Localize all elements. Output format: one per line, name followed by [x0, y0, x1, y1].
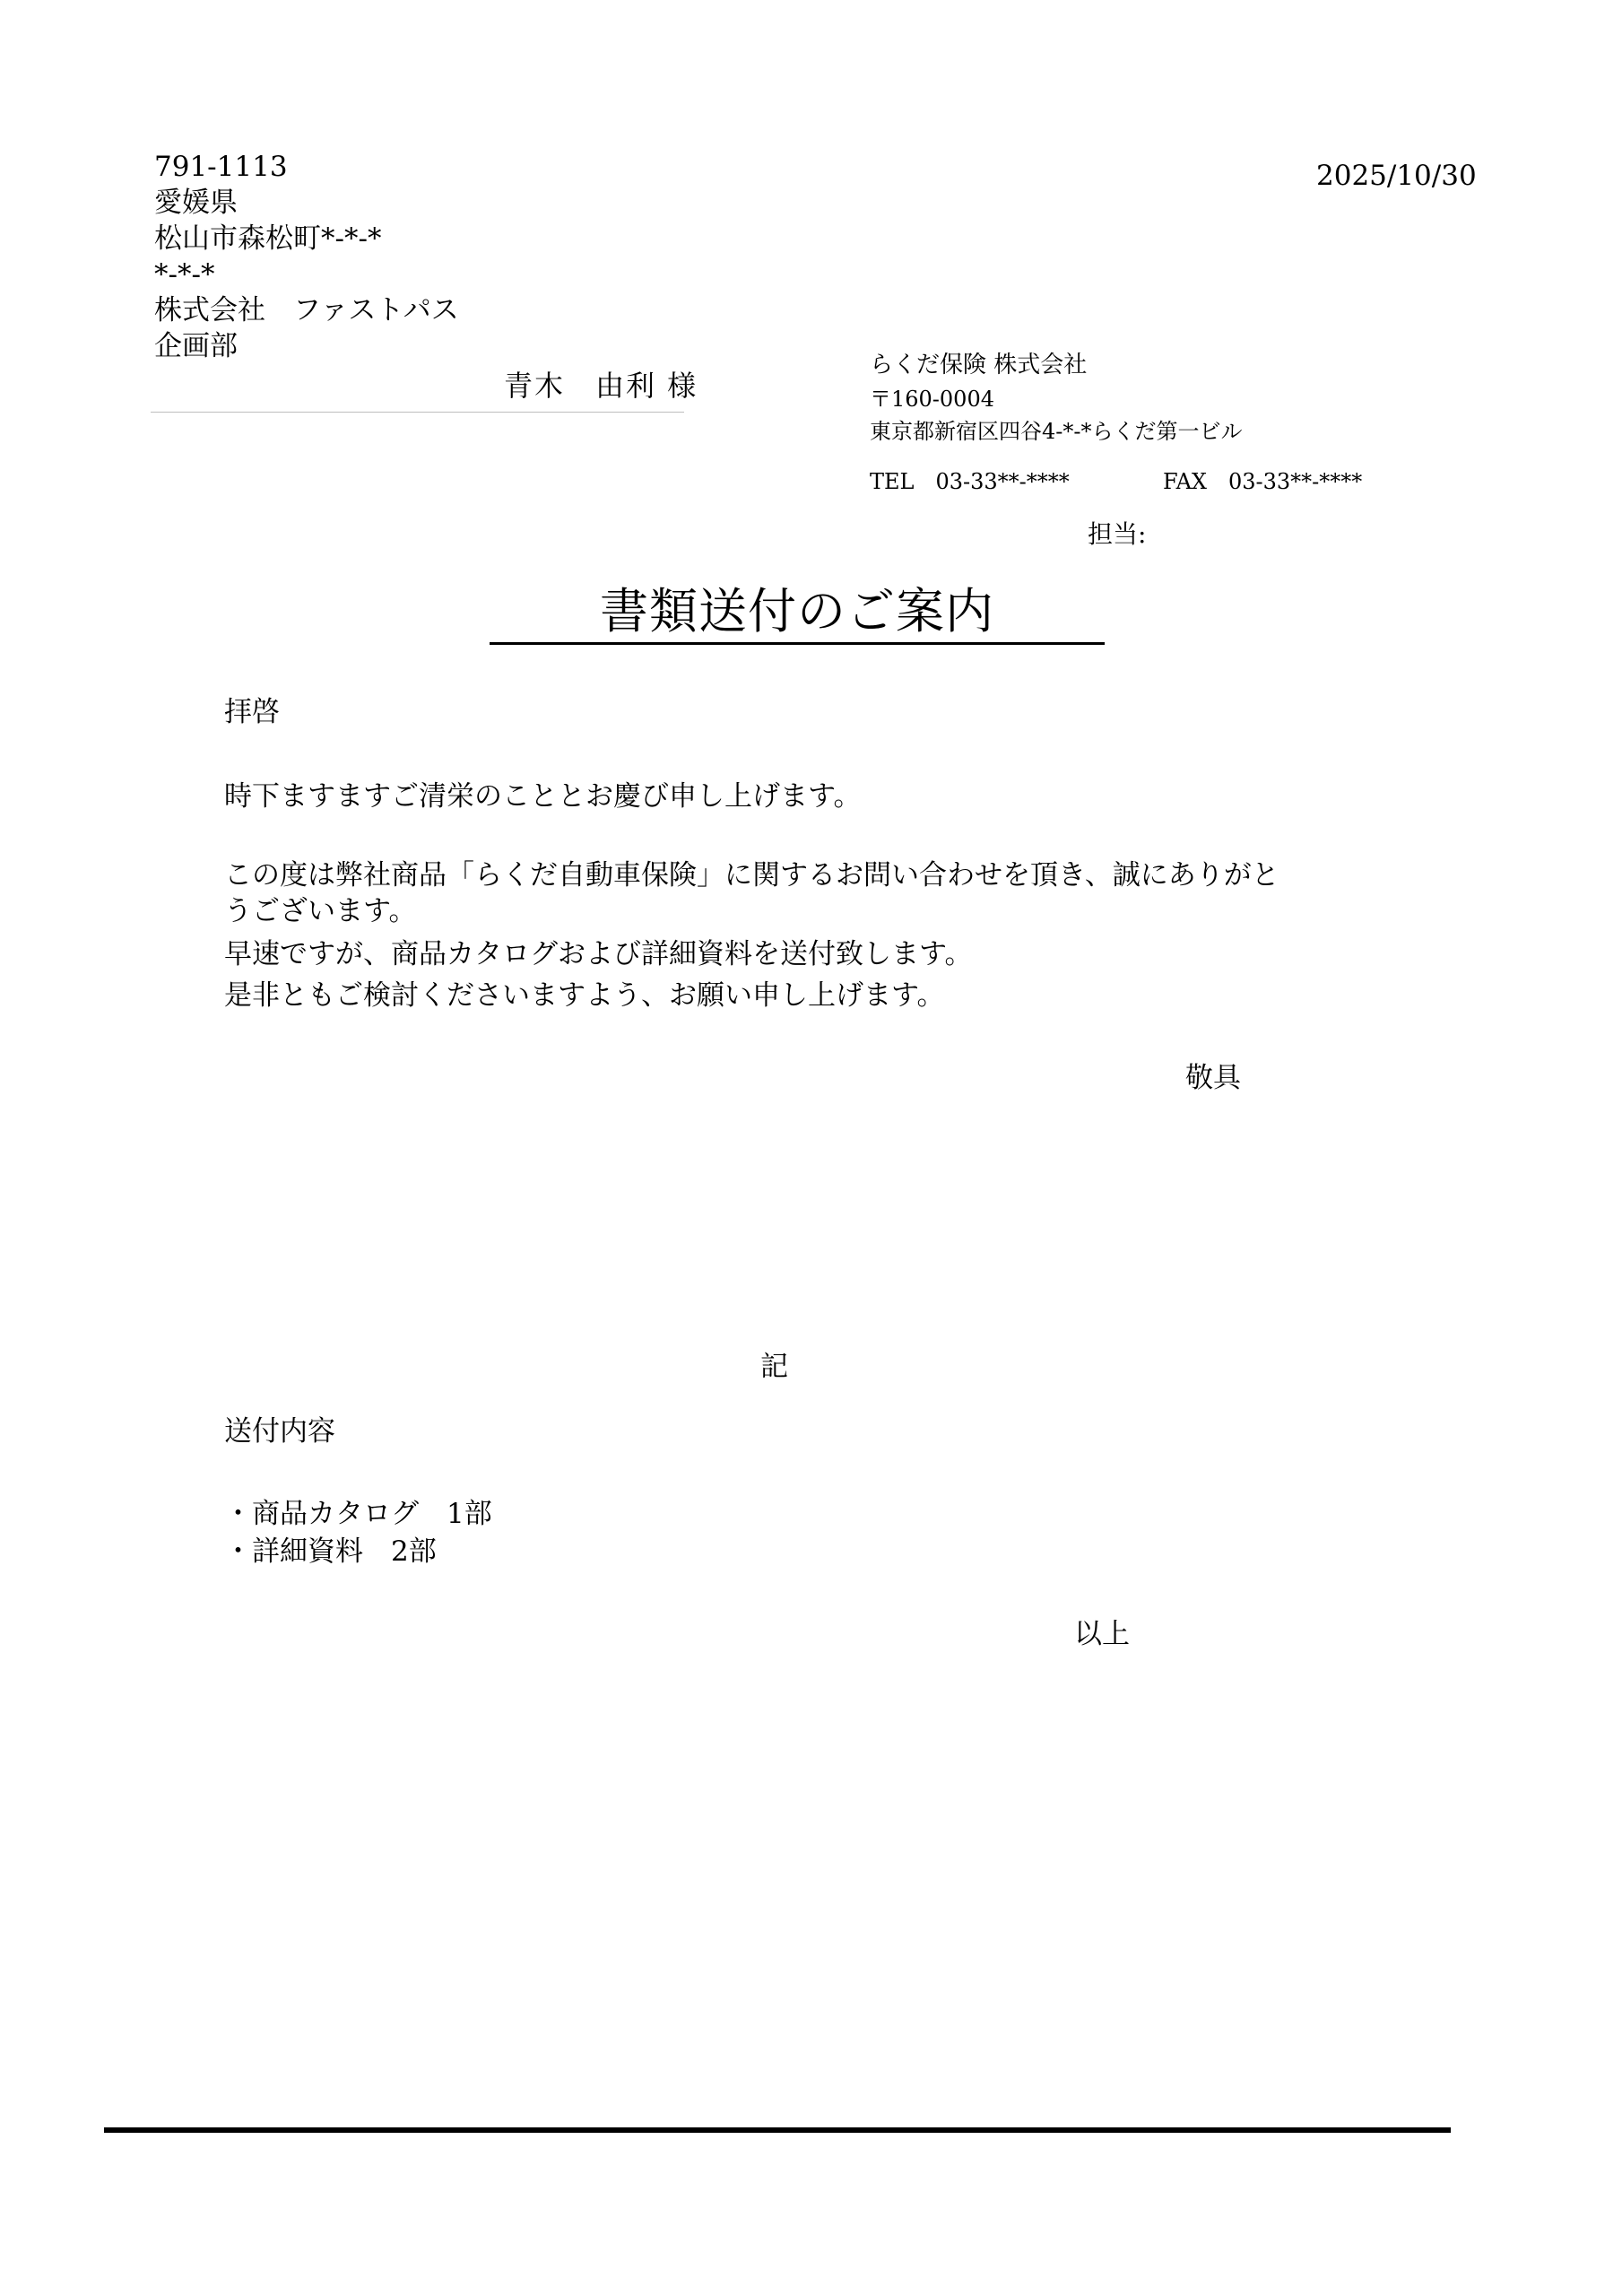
recipient-postal-code: 791-1113	[154, 151, 288, 183]
bottom-divider	[104, 2127, 1451, 2133]
body-line: 是非ともご検討くださいますよう、お願い申し上げます。	[224, 979, 945, 1012]
seasonal-greeting: 時下ますますご清栄のこととお慶び申し上げます。	[224, 780, 862, 813]
recipient-company: 株式会社 ファストパス	[154, 294, 459, 326]
sender-address: 東京都新宿区四谷4-*-*らくだ第一ビル	[870, 419, 1243, 444]
enclosure-heading: 送付内容	[224, 1415, 335, 1448]
sender-postal-code: 〒160-0004	[870, 387, 994, 412]
title-underline	[490, 642, 1105, 645]
body-line: うございます。	[224, 895, 417, 927]
recipient-prefecture: 愛媛県	[154, 187, 238, 219]
recipient-city: 松山市森松町*-*-*	[154, 222, 382, 255]
end-mark: 以上	[1074, 1618, 1130, 1650]
body-line: この度は弊社商品「らくだ自動車保険」に関するお問い合わせを頂き、誠にありがと	[224, 859, 1279, 891]
document-title: 書類送付のご案内	[600, 583, 994, 639]
sender-tel: TEL 03-33**-****	[870, 469, 1070, 494]
body-line: 早速ですが、商品カタログおよび詳細資料を送付致します。	[224, 938, 973, 970]
recipient-name: 青木 由利 様	[504, 369, 698, 403]
recipient-street: *-*-*	[154, 258, 215, 291]
ki-label: 記	[760, 1351, 788, 1383]
recipient-department: 企画部	[154, 330, 238, 362]
sender-fax: FAX 03-33**-****	[1163, 469, 1363, 494]
enclosure-item: ・商品カタログ 1部	[224, 1498, 492, 1530]
sender-contact-label: 担当:	[1088, 519, 1147, 549]
closing-salutation: 敬具	[1185, 1062, 1241, 1094]
sender-company: らくだ保険 株式会社	[870, 352, 1088, 378]
recipient-underline	[151, 412, 684, 413]
enclosure-item: ・詳細資料 2部	[224, 1535, 437, 1568]
document-date: 2025/10/30	[1316, 160, 1477, 192]
opening-salutation: 拝啓	[224, 696, 280, 728]
